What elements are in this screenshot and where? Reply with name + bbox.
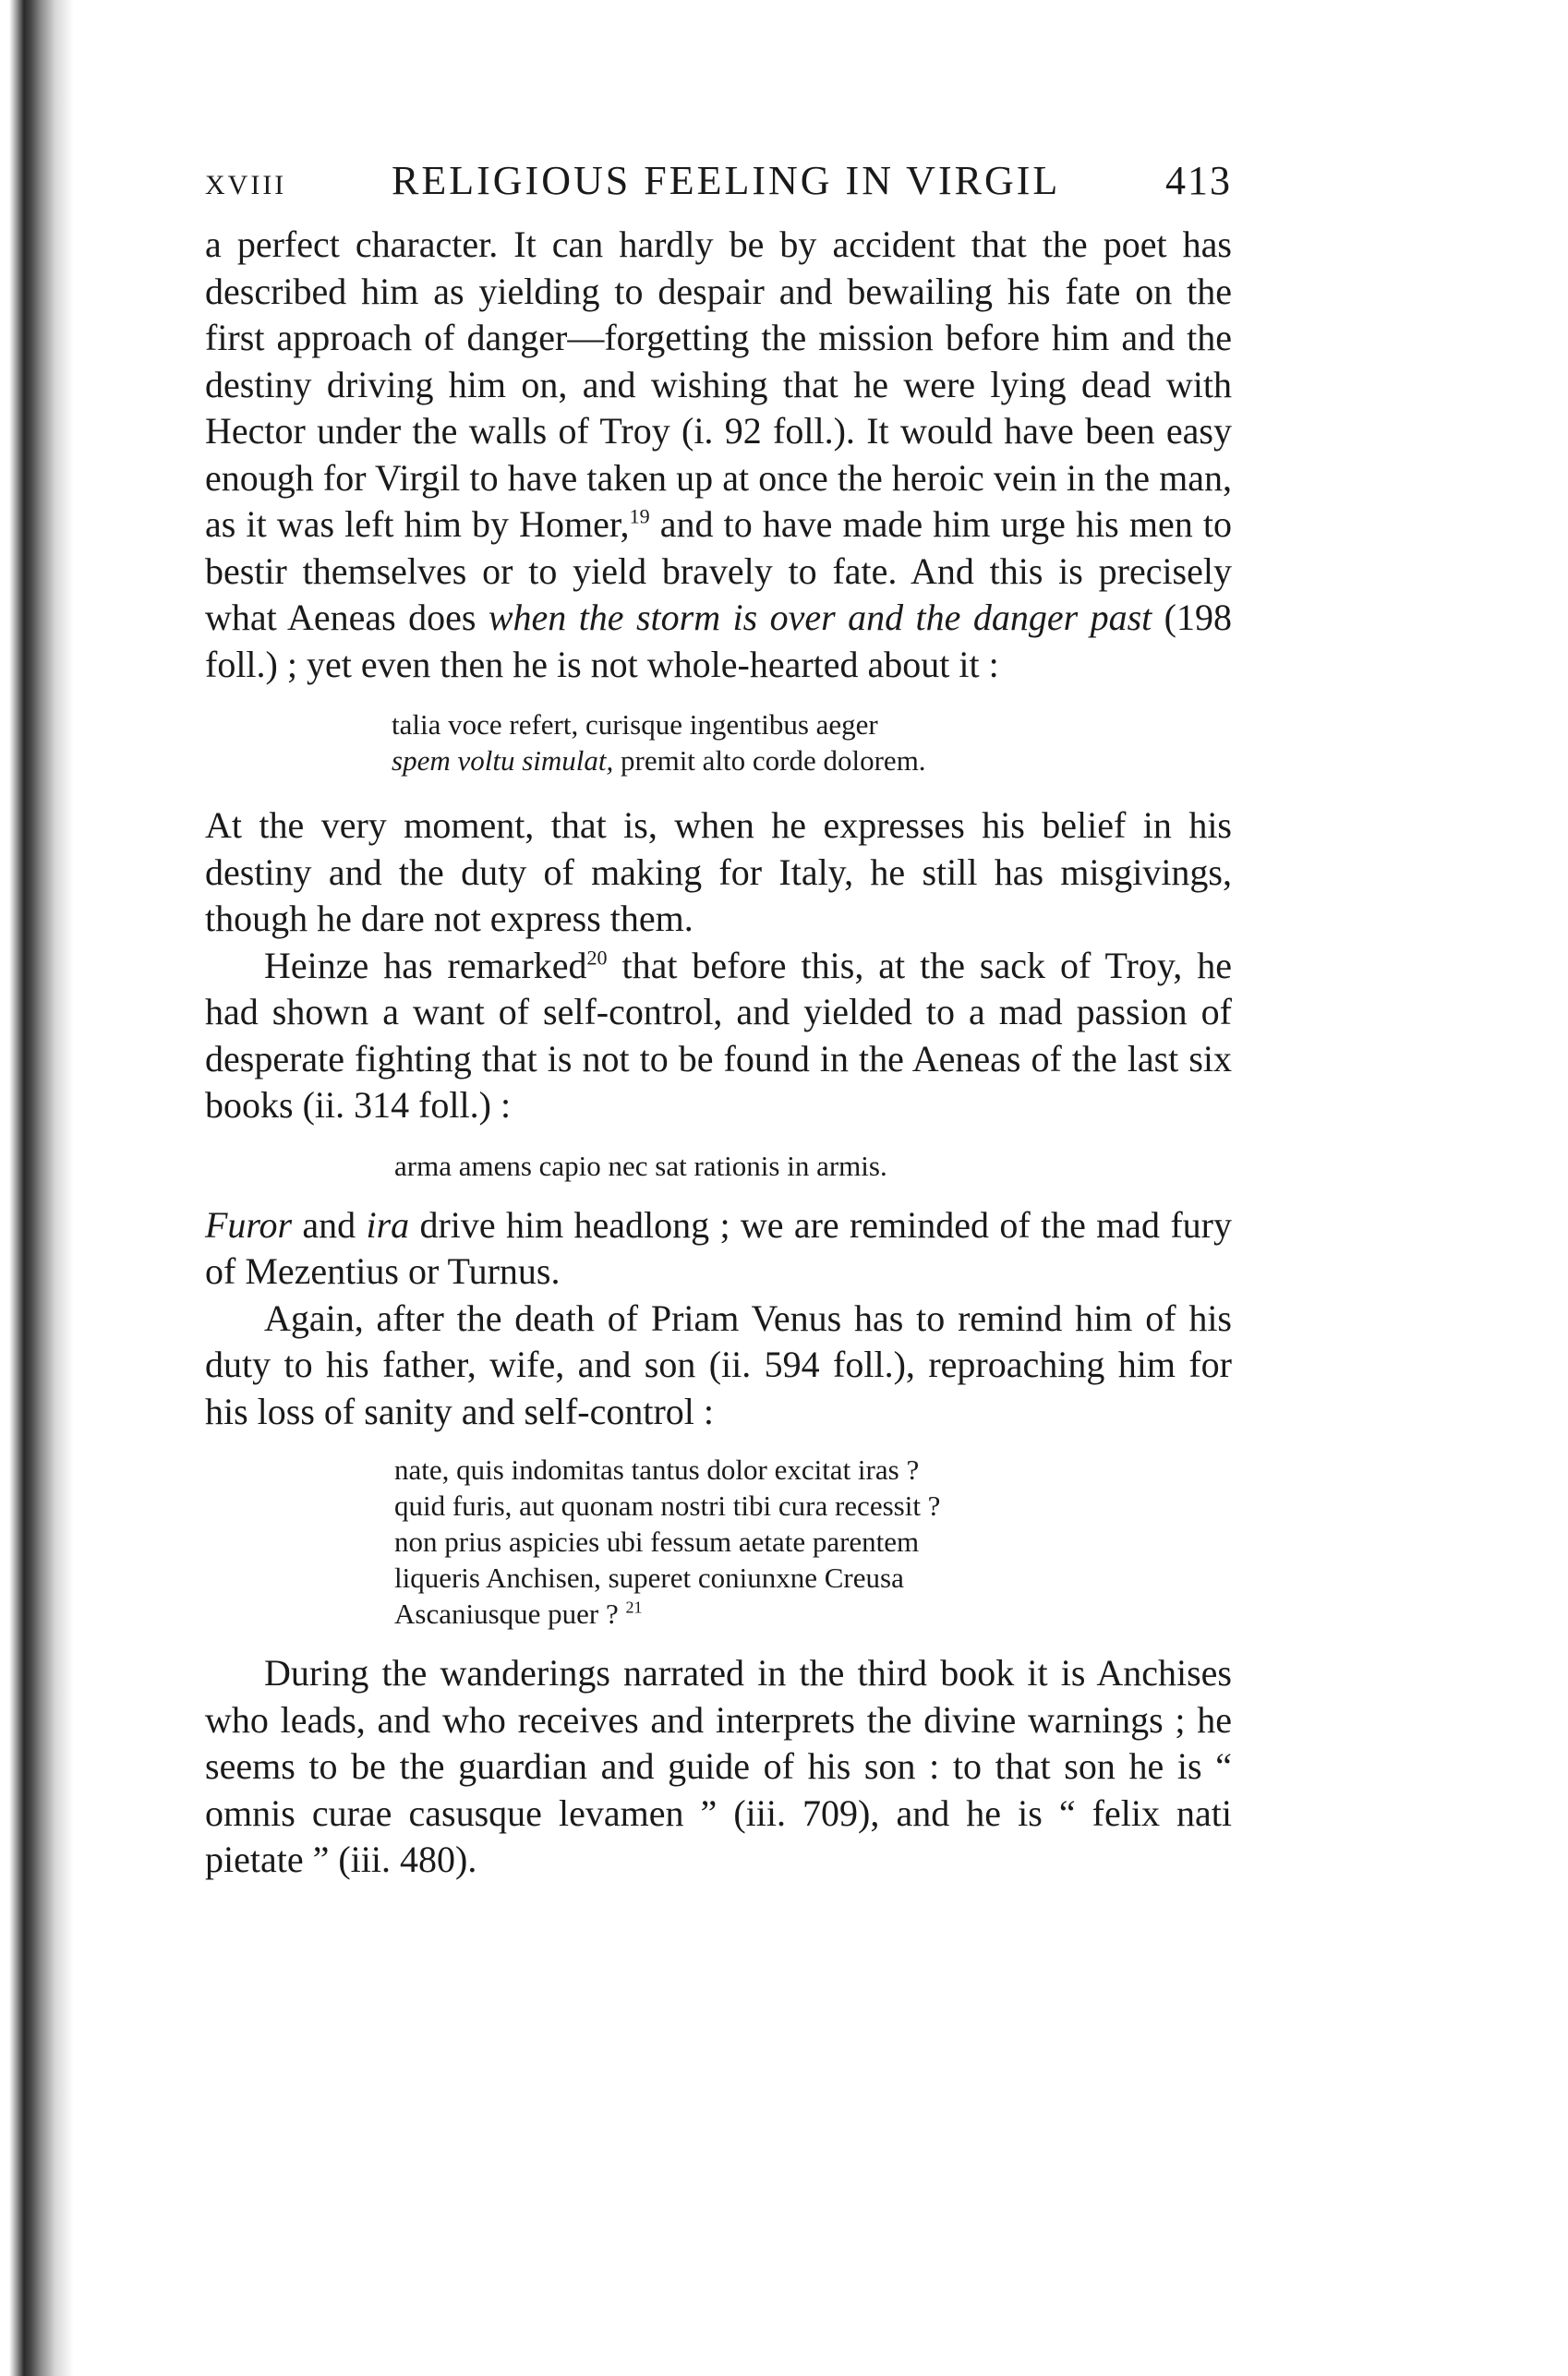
paragraph-3: Heinze has remarked$^{20}$ that before this, at the sack of Troy, he had shown a want of self-control, and yielded to a mad passion of desperate fighting that is not to be found in the Aeneas of the last six books (ii. 314 foll.) : — [205, 944, 1232, 1126]
verse-quote-2: arma amens capio nec sat rationis in armis. — [394, 1149, 887, 1182]
verse-line: nate, quis indomitas tantus dolor excitat iras ? — [394, 1453, 920, 1486]
verse-quote-1 — [392, 706, 1232, 778]
running-header — [205, 157, 1232, 222]
verse-quote-3 — [394, 1452, 1232, 1632]
verse-line: non prius aspicies ubi fessum aetate parentem — [394, 1526, 920, 1558]
scan-gutter-shadow — [0, 0, 88, 2376]
verse-line: quid furis, aut quonam nostri tibi cura recessit ? — [394, 1490, 941, 1522]
verse-line: talia voce refert, curisque ingentibus aeger — [392, 708, 878, 741]
running-title: RELIGIOUS FEELING IN VIRGIL — [392, 158, 1061, 203]
verse-line: liqueris Anchisen, superet coniunxne Creusa — [394, 1562, 904, 1594]
verse-line: spem voltu simulat, premit alto corde dolorem. — [392, 744, 926, 777]
paragraph-6: During the wanderings narrated in the third book it is Anchises who leads, and who receives and interprets the divine warnings ; he seems to be the guardian and guide of his son : to that son he is “ omnis curae casusque levamen ” (iii. 709), and he is “ felix nati pietate ” (iii. 480). — [205, 1652, 1232, 1880]
paragraph-5: Again, after the death of Priam Venus has to remind him of his duty to his father, wife, and son (ii. 594 foll.), reproaching him for his loss of sanity and self-control : — [205, 1297, 1232, 1432]
italic-phrase: when the storm is over and the danger past — [488, 597, 1152, 638]
book-page — [205, 157, 1232, 1884]
footnote-ref-19: 19 — [629, 504, 650, 528]
footnote-ref-21: 21 — [625, 1598, 643, 1617]
paragraph-1: a perfect character. It can hardly be by accident that the poet has described him as yielding to despair and bewailing his fate on the first approach of danger—forgetting the mission before him and the destiny driving him on, and wishing that he were lying dead with Hector under the walls of Troy (i. 92 foll.). It would have been easy enough for Virgil to have taken up at once the heroic vein in the man, as it was left him by Homer,$^{19}$ and to have made him urge his men to bestir themselves or to yield bravely to fate. And this is precisely what Aeneas does when the storm is over and the danger past (198 foll.) ; yet even then he is not whole-hearted about it : — [205, 223, 1232, 685]
page-number: 413 — [1165, 158, 1232, 203]
paragraph-2: At the very moment, that is, when he expresses his belief in his destiny and the duty of making for Italy, he still has misgivings, though he dare not express them. — [205, 804, 1232, 939]
chapter-numeral: XVIII — [205, 170, 287, 200]
paragraph-4: Furor and ira drive him headlong ; we are reminded of the mad fury of Mezentius or Turnus. — [205, 1203, 1232, 1292]
verse-line: Ascaniusque puer ? $^{21}$ — [394, 1598, 643, 1630]
footnote-ref-20: 20 — [586, 946, 608, 970]
